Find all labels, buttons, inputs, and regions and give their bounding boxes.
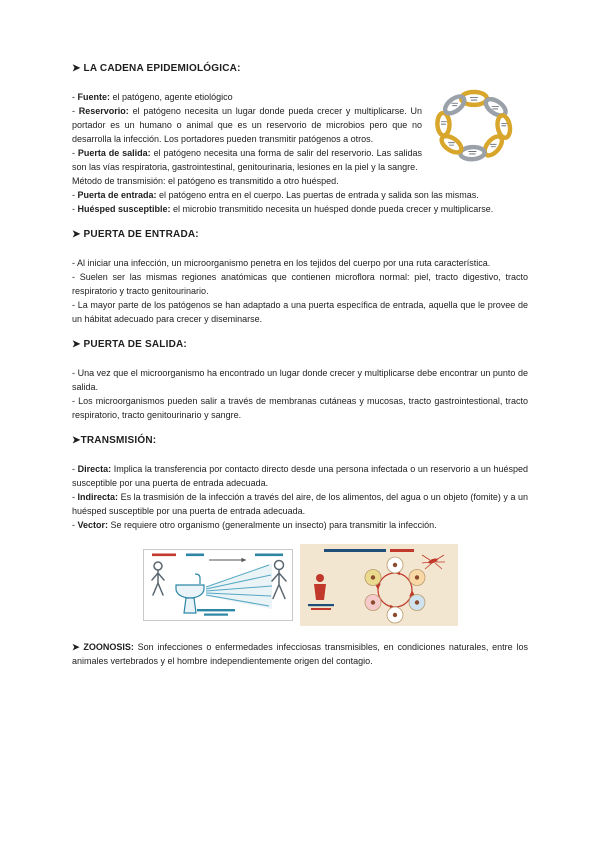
item-lead: Huésped susceptible: <box>77 204 171 214</box>
entrada-paragraph: - Suelen ser las mismas regiones anatómicas que contienen microflora normal: piel, tracto digestivo, tracto respiratorio y tracto genitourinario. <box>72 272 528 296</box>
salida-paragraph: - Los microorganismos pueden salir a través de membranas cutáneas y mucosas, tracto gastrointestional, tracto respiratorio, tracto genitourinario y sangre. <box>72 396 528 420</box>
item-dash: - <box>72 106 79 116</box>
heading-cadena-epidemiologica: ➤ LA CADENA EPIDEMIOLÓGICA: <box>72 63 241 74</box>
figure-chain-cycle-diagram <box>432 88 516 162</box>
item-lead: Vector: <box>77 520 109 530</box>
item-lead: Reservorio: <box>78 106 129 116</box>
entrada-paragraph: - Al iniciar una infección, un microorganismo penetra en los tejidos del cuerpo por una ruta característica. <box>72 258 491 268</box>
item-text: el patógeno necesita un lugar donde pueda crecer y multiplicarse. Un portador es un humano o animal que es un reservorio de microbios pero que no desarrolla la infección. Los portadores pueden transmitir patógenos a otros. <box>72 106 423 144</box>
heading-puerta-de-salida: ➤ PUERTA DE SALIDA: <box>72 339 187 350</box>
figure-transmission-diagram <box>143 549 293 621</box>
item-lead: Directa: <box>77 464 112 474</box>
item-text: Método de transmisión: el patógeno es transmitido a otro huésped. <box>72 176 339 186</box>
item-dash: - <box>72 492 78 502</box>
heading-transmision: ➤TRANSMISIÓN: <box>72 435 157 446</box>
item-dash: - <box>72 92 78 102</box>
zoonosis-text: Son infecciones o enfermedades infecciosas transmisibles, en condiciones naturales, entre los animales vertebrados y el hombre independientemente origen del contagio. <box>72 642 528 666</box>
item-lead: Indirecta: <box>77 492 119 502</box>
item-indirecta <box>72 490 528 518</box>
item-text: Implica la transferencia por contacto directo desde una persona infectada o un reservorio a un huésped susceptible por una puerta de entrada adecuada. <box>72 464 529 488</box>
item-text: el patógeno, agente etiológico <box>110 92 233 102</box>
entrada-paragraph: - La mayor parte de los patógenos se han adaptado a una puerta específica de entrada, aquella que le provee de un hábitat adecuado para crecer y diseminarse. <box>72 300 528 324</box>
heading-puerta-de-entrada: ➤ PUERTA DE ENTRADA: <box>72 229 199 240</box>
item-puerta-entrada <box>72 188 528 202</box>
item-text: el patógeno entra en el cuerpo. Las puertas de entrada y salida son las mismas. <box>156 190 479 200</box>
item-lead: Puerta de salida: <box>77 148 151 158</box>
chain-links <box>437 92 512 160</box>
chain-cycle-diagram-svg <box>432 88 516 162</box>
figure-chain-cycle-poster <box>300 544 458 626</box>
zoonosis-paragraph <box>72 640 528 668</box>
transmission-diagram-svg <box>143 549 293 621</box>
item-dash: - <box>72 148 78 158</box>
chain-cycle-poster-svg <box>300 544 458 626</box>
item-dash: - <box>72 464 78 474</box>
item-vector <box>72 518 528 532</box>
item-dash: - <box>72 204 78 214</box>
poster-title-marks <box>324 549 414 552</box>
item-huesped-susceptible <box>72 202 528 216</box>
figures-row <box>72 544 528 626</box>
item-dash: - <box>72 520 78 530</box>
item-lead: Puerta de entrada: <box>77 190 157 200</box>
salida-paragraph: - Una vez que el microorganismo ha encontrado un lugar donde crecer y multiplicarse debe encontrar un punto de salida. <box>72 368 528 392</box>
item-directa <box>72 462 528 490</box>
item-metodo-transmision <box>72 174 528 188</box>
item-dash: - <box>72 190 78 200</box>
item-text: el patógeno necesita una forma de salir del reservorio. Las salidas son las vías respiratoria, gastrointestinal, genitourinaria, lesiones en la piel y la sangre. <box>72 148 423 172</box>
item-text: el microbio transmitido necesita un huésped donde pueda crecer y multiplicarse. <box>170 204 494 214</box>
item-text: Se requiere otro organismo (generalmente un insecto) para transmitir la infección. <box>108 520 437 530</box>
zoonosis-lead: ➤ ZOONOSIS: <box>72 642 134 652</box>
item-text: Es la trasmisión de la infección a través del aire, de los alimentos, del agua o un objeto (fomite) y a un huésped susceptible por una puerta de entrada adecuada. <box>72 492 528 516</box>
item-lead: Fuente: <box>77 92 110 102</box>
